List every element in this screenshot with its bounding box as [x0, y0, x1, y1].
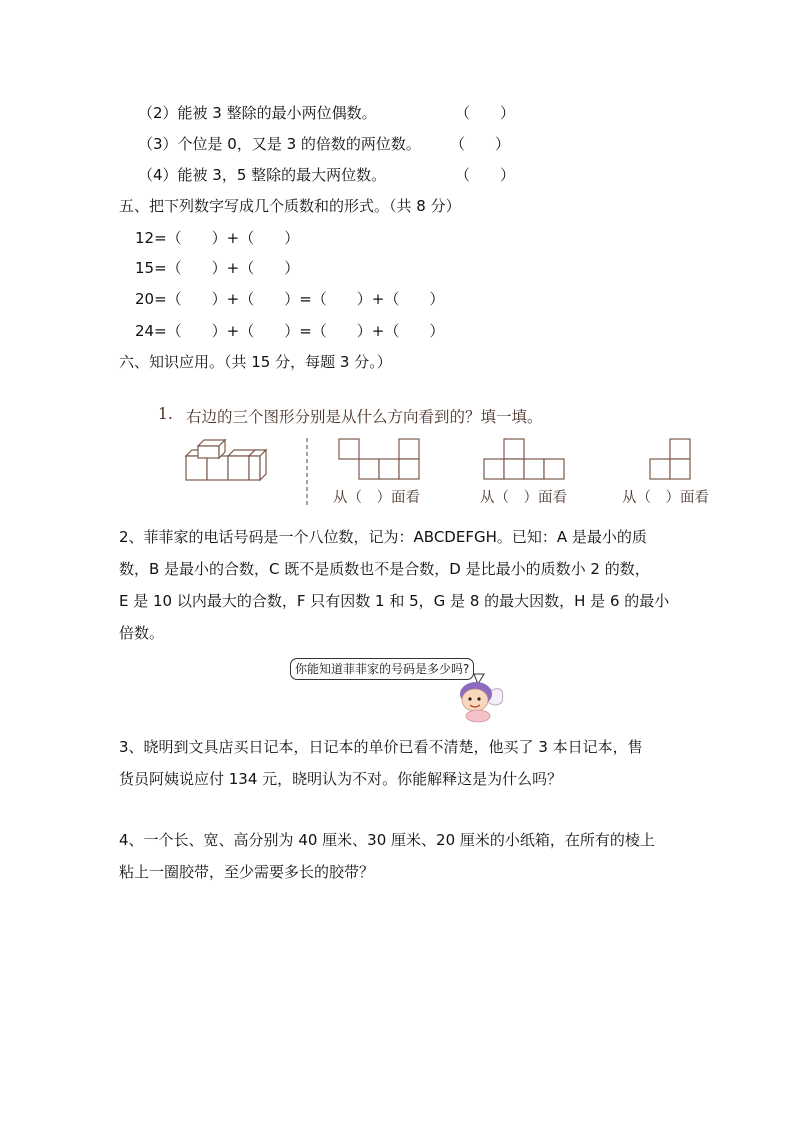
- view-shape-1: [338, 438, 424, 482]
- q1-number: 1.: [158, 405, 173, 423]
- speech-bubble: 你能知道菲菲家的号码是多少吗?: [290, 658, 474, 680]
- q3-paragraph: [119, 731, 679, 795]
- section-5-title: 五、把下列数字写成几个质数和的形式。（共 8 分）: [119, 197, 461, 215]
- q2-line-2: 数，B 是最小的合数，C 既不是质数也不是合数，D 是比最小的质数小 2 的数，: [119, 560, 650, 578]
- divider-dashed-line: [305, 438, 309, 508]
- item-3-answer-blank[interactable]: （ ）: [450, 135, 511, 153]
- item-2-text: （2）能被 3 整除的最小两位偶数。: [138, 104, 377, 122]
- q1-text: 右边的三个图形分别是从什么方向看到的？填一填。: [186, 408, 543, 426]
- prime-sum-row-20[interactable]: 20=（ ）+（ ）=（ ）+（ ）: [135, 290, 445, 308]
- view-shape-2: [483, 438, 569, 482]
- item-4-text: （4）能被 3，5 整除的最大两位数。: [138, 166, 387, 184]
- item-4-answer-blank[interactable]: （ ）: [455, 166, 516, 184]
- prime-sum-row-24[interactable]: 24=（ ）+（ ）=（ ）+（ ）: [135, 322, 445, 340]
- section-6-title: 六、知识应用。（共 15 分，每题 3 分。）: [119, 353, 392, 371]
- q2-line-3: E 是 10 以内最大的合数，F 只有因数 1 和 5，G 是 8 的最大因数，H 是 6 的最小: [119, 592, 670, 610]
- q2-line-4: 倍数。: [119, 624, 165, 642]
- view-label-2[interactable]: 从（ ）面看: [480, 490, 567, 506]
- q4-line-1: 4、一个长、宽、高分别为 40 厘米、30 厘米、20 厘米的小纸箱，在所有的棱上: [119, 831, 655, 849]
- q3-line-1: 3、晓明到文具店买日记本，日记本的单价已看不清楚，他买了 3 本日记本，售: [119, 738, 643, 756]
- view-label-1[interactable]: 从（ ）面看: [333, 490, 420, 506]
- q3-line-2: 货员阿姨说应付 134 元，晓明认为不对。你能解释这是为什么吗？: [119, 770, 563, 788]
- q4-line-2: 粘上一圈胶带，至少需要多长的胶带？: [119, 863, 375, 881]
- prime-sum-row-15[interactable]: 15=（ ）+（ ）: [135, 259, 300, 277]
- view-label-3[interactable]: 从（ ）面看: [622, 490, 709, 506]
- cube-stack-figure: [180, 436, 276, 486]
- q4-paragraph: [119, 824, 679, 888]
- q2-line-1: 2、菲菲家的电话号码是一个八位数，记为：ABCDEFGH。已知：A 是最小的质: [119, 528, 647, 546]
- prime-sum-row-12[interactable]: 12=（ ）+（ ）: [135, 229, 300, 247]
- cartoon-child-icon: [448, 672, 508, 724]
- item-2-answer-blank[interactable]: （ ）: [455, 104, 516, 122]
- view-shape-3: [649, 438, 695, 482]
- q2-paragraph: [119, 521, 679, 649]
- item-3-text: （3）个位是 0，又是 3 的倍数的两位数。: [138, 135, 421, 153]
